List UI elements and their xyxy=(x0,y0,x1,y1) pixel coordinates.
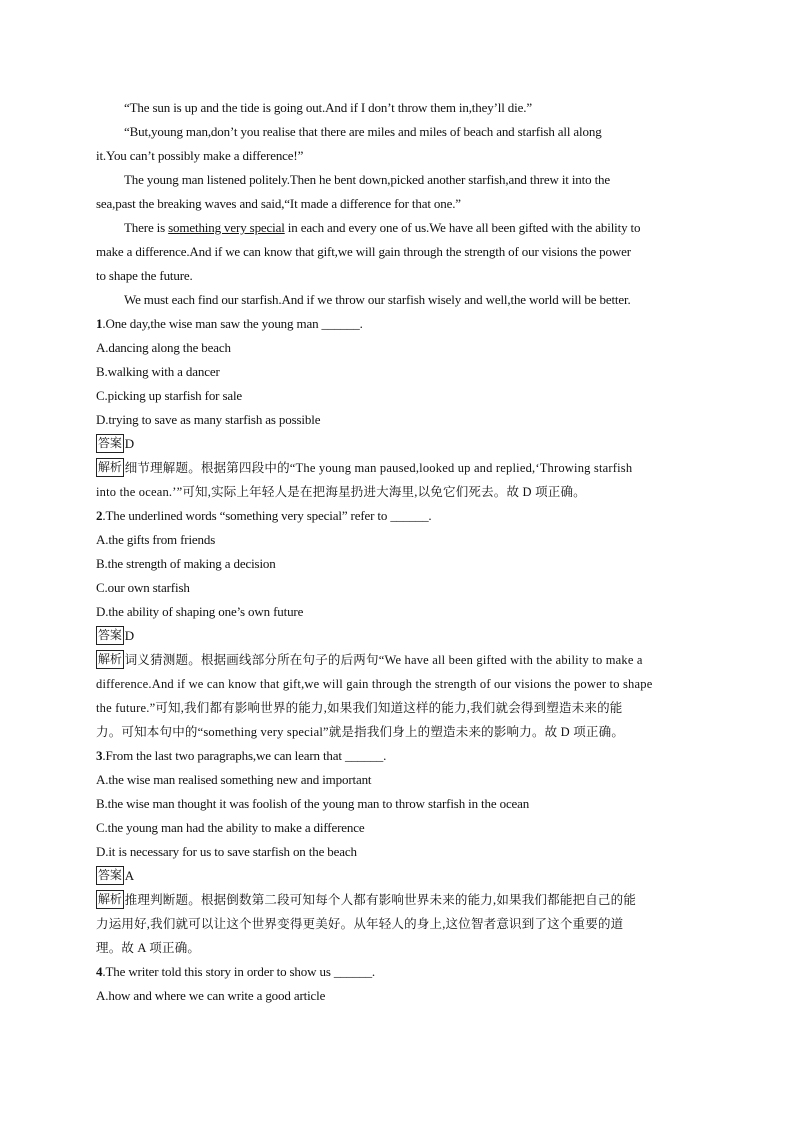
analysis-line xyxy=(96,456,701,480)
analysis-text: into the ocean.’”可知,实际上年轻人是在把海星扔进大海里,以免它们死去。故 D 项正确。 xyxy=(96,485,586,499)
answer-label: 答案 xyxy=(96,434,124,453)
question-number: 1 xyxy=(96,316,103,331)
question-stem xyxy=(96,744,701,768)
answer-line xyxy=(96,864,701,888)
option-d: D.the ability of shaping one’s own future xyxy=(96,604,304,619)
analysis-label: 解析 xyxy=(96,458,124,477)
question-text: .One day,the wise man saw the young man ______. xyxy=(102,316,363,331)
answer-line xyxy=(96,624,701,648)
analysis-label: 解析 xyxy=(96,890,124,909)
passage-paragraph-cont: to shape the future. xyxy=(96,268,193,283)
answer-value: D xyxy=(124,628,134,643)
option-d: D.trying to save as many starfish as possible xyxy=(96,412,321,427)
passage-text: There is xyxy=(124,220,169,235)
option-c: C.our own starfish xyxy=(96,580,190,595)
question-stem xyxy=(96,960,701,984)
passage-paragraph: The young man listened politely.Then he bent down,picked another starfish,and threw it into the xyxy=(124,172,611,187)
passage-text: in each and every one of us.We have all been gifted with the ability to xyxy=(284,220,641,235)
answer-line xyxy=(96,432,701,456)
option-a: A.dancing along the beach xyxy=(96,340,231,355)
passage-paragraph: We must each find our starfish.And if we throw our starfish wisely and well,the world will be better. xyxy=(124,292,631,307)
answer-value: A xyxy=(124,868,134,883)
question-number: 2 xyxy=(96,508,103,523)
analysis-text: 细节理解题。根据第四段中的“The young man paused,looked up and replied,‘Throwing starfish xyxy=(124,461,633,475)
option-d: D.it is necessary for us to save starfish on the beach xyxy=(96,844,357,859)
question-text: .The writer told this story in order to show us ______. xyxy=(102,964,376,979)
question-text: .The underlined words “something very special” refer to ______. xyxy=(102,508,432,523)
answer-label: 答案 xyxy=(96,626,124,645)
question-text: .From the last two paragraphs,we can learn that ______. xyxy=(102,748,387,763)
option-a: A.the gifts from friends xyxy=(96,532,216,547)
analysis-line xyxy=(96,648,701,672)
analysis-text: 力运用好,我们就可以让这个世界变得更美好。从年轻人的身上,这位智者意识到了这个重要的道 xyxy=(96,917,624,931)
passage-paragraph-cont: make a difference.And if we can know that gift,we will gain through the strength of our visions the power xyxy=(96,244,631,259)
passage-paragraph: “But,young man,don’t you realise that there are miles and miles of beach and starfish all along xyxy=(124,124,602,139)
document-content xyxy=(96,96,701,1008)
question-stem xyxy=(96,504,701,528)
passage-paragraph-cont: sea,past the breaking waves and said,“It made a difference for that one.” xyxy=(96,196,461,211)
analysis-text: the future.”可知,我们都有影响世界的能力,如果我们知道这样的能力,我们就会得到塑造未来的能 xyxy=(96,701,623,715)
option-a: A.the wise man realised something new and important xyxy=(96,772,372,787)
option-c: C.picking up starfish for sale xyxy=(96,388,243,403)
question-number: 4 xyxy=(96,964,103,979)
analysis-text: difference.And if we can know that gift,we will gain through the strength of our visions the power to shape xyxy=(96,677,653,691)
option-b: B.the wise man thought it was foolish of the young man to throw starfish in the ocean xyxy=(96,796,530,811)
answer-label: 答案 xyxy=(96,866,124,885)
option-a: A.how and where we can write a good article xyxy=(96,988,326,1003)
analysis-text: 词义猜测题。根据画线部分所在句子的后两句“We have all been gifted with the ability to make a xyxy=(124,653,643,667)
analysis-label: 解析 xyxy=(96,650,124,669)
option-c: C.the young man had the ability to make a difference xyxy=(96,820,365,835)
option-b: B.the strength of making a decision xyxy=(96,556,276,571)
analysis-line xyxy=(96,888,701,912)
analysis-text: 力。可知本句中的“something very special”就是指我们身上的塑造未来的影响力。故 D 项正确。 xyxy=(96,725,625,739)
option-b: B.walking with a dancer xyxy=(96,364,220,379)
underlined-phrase: something very special xyxy=(168,220,285,235)
answer-value: D xyxy=(124,436,134,451)
passage-paragraph xyxy=(96,216,701,240)
question-stem xyxy=(96,312,701,336)
passage-paragraph: “The sun is up and the tide is going out.And if I don’t throw them in,they’ll die.” xyxy=(124,100,532,115)
passage-paragraph-cont: it.You can’t possibly make a difference!” xyxy=(96,148,304,163)
analysis-text: 理。故 A 项正确。 xyxy=(96,941,201,955)
question-number: 3 xyxy=(96,748,103,763)
analysis-text: 推理判断题。根据倒数第二段可知每个人都有影响世界未来的能力,如果我们都能把自己的能 xyxy=(124,893,637,907)
